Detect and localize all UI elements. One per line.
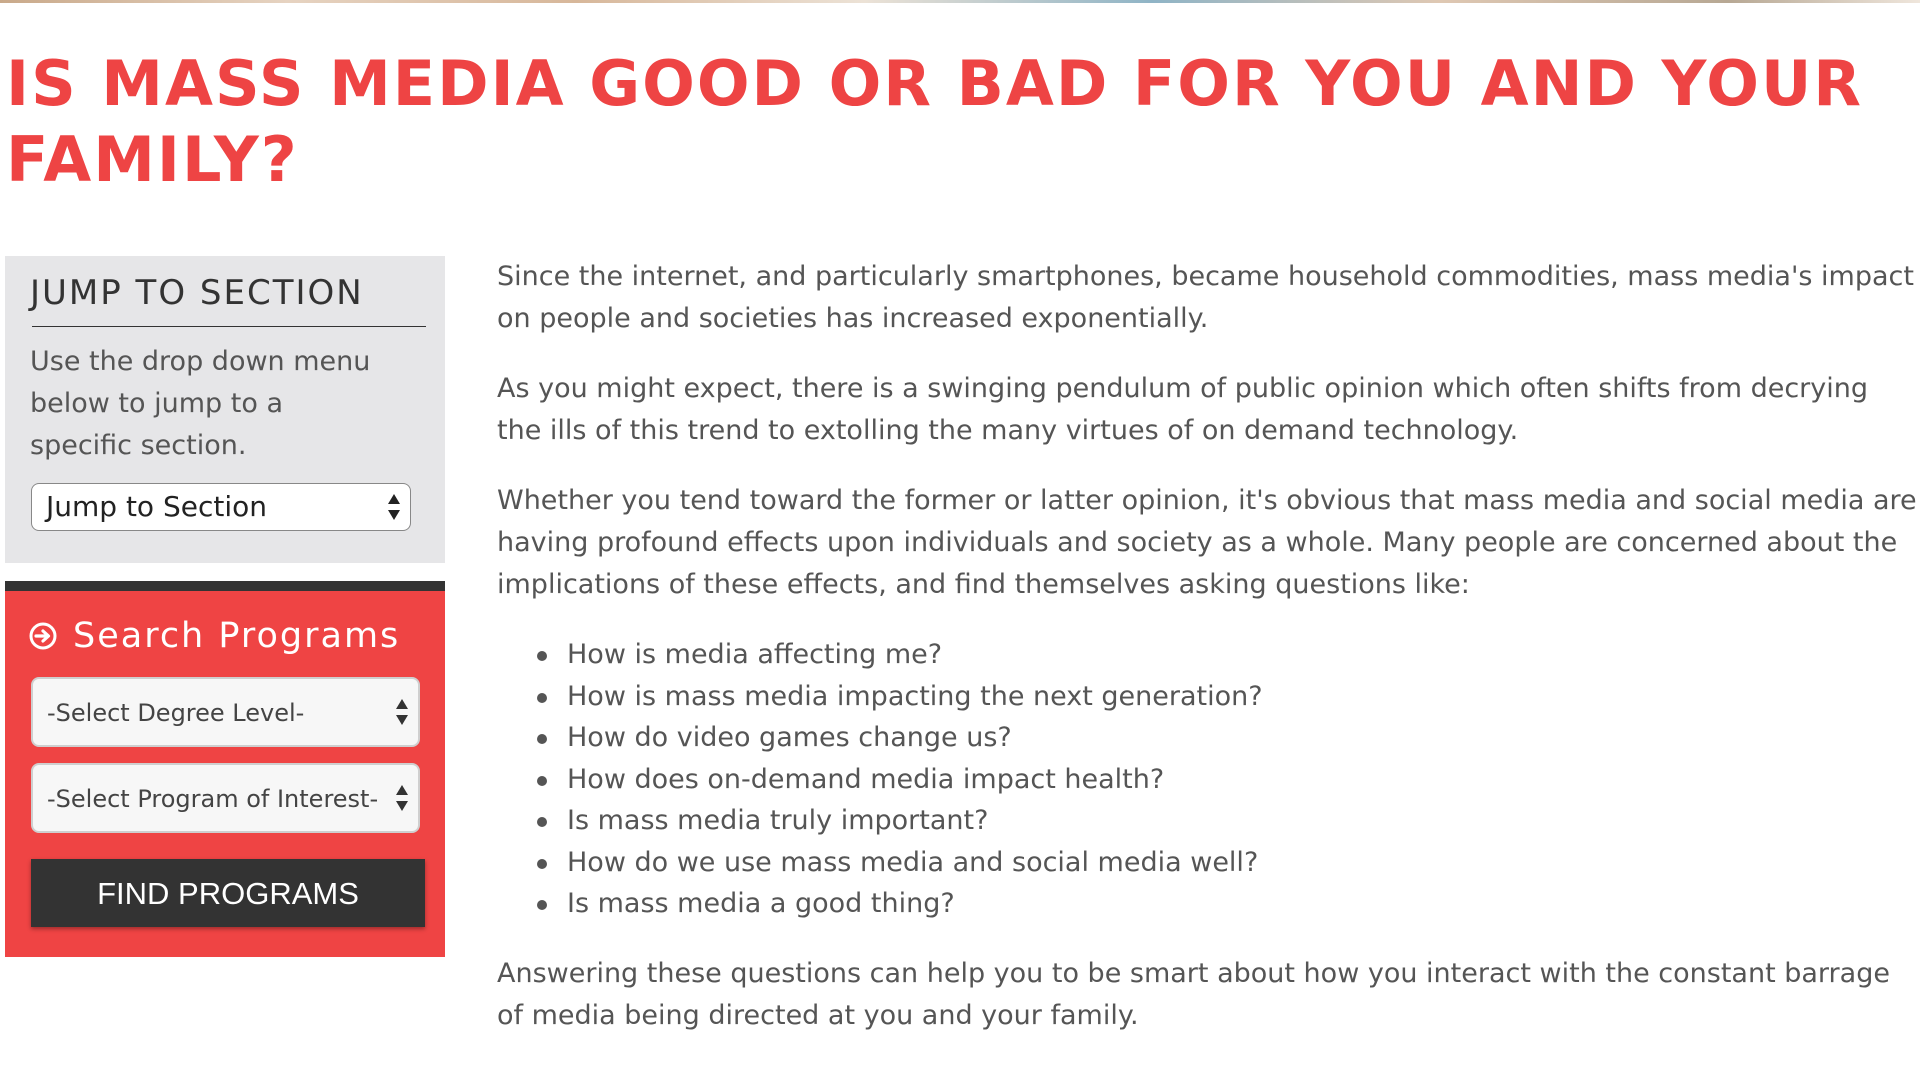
question-item: How do we use mass media and social media well? bbox=[567, 842, 1917, 884]
degree-level-select[interactable] bbox=[31, 677, 420, 747]
article-paragraph: Whether you tend toward the former or latter opinion, it's obvious that mass media and social media are having profound effects upon individuals and society as a whole. Many people are concerned about the implications of these effects, and find themselves asking questions like: bbox=[497, 485, 1917, 600]
question-item: Is mass media truly important? bbox=[567, 800, 1917, 842]
article-paragraph: Since the internet, and particularly smartphones, became household commodities, mass media's impact on people and societies has increased exponentially. bbox=[497, 261, 1914, 334]
program-select-value: -Select Program of Interest- bbox=[47, 785, 379, 813]
search-programs-box bbox=[5, 581, 445, 957]
heading-divider bbox=[32, 326, 426, 327]
jump-to-section-select[interactable] bbox=[31, 483, 411, 531]
question-item: How is mass media impacting the next generation? bbox=[567, 676, 1917, 718]
jump-heading: JUMP TO SECTION bbox=[30, 273, 364, 313]
find-programs-button[interactable]: FIND PROGRAMS bbox=[31, 859, 425, 927]
question-item: How does on-demand media impact health? bbox=[567, 759, 1917, 801]
degree-select-value: -Select Degree Level- bbox=[47, 699, 305, 727]
page-title: IS MASS MEDIA GOOD OR BAD FOR YOU AND YOUR FAMILY? bbox=[6, 47, 1864, 196]
article-paragraph: As you might expect, there is a swinging pendulum of public opinion which often shifts from decrying the ills of this trend to extolling the many virtues of on demand technology. bbox=[497, 373, 1869, 446]
question-item: How is media affecting me? bbox=[567, 634, 1917, 676]
article-closing-paragraph: Answering these questions can help you to be smart about how you interact with the constant barrage of media being directed at you and your family. bbox=[497, 957, 1890, 1031]
jump-description: Use the drop down menu below to jump to a specific section. bbox=[30, 346, 371, 461]
top-image-strip bbox=[0, 0, 1920, 3]
jump-select-value: Jump to Section bbox=[46, 490, 267, 523]
up-down-arrows-icon bbox=[396, 785, 408, 811]
question-item: How do video games change us? bbox=[567, 717, 1917, 759]
search-programs-heading bbox=[29, 611, 400, 661]
up-down-arrows-icon bbox=[388, 494, 400, 520]
search-programs-title: Search Programs bbox=[73, 616, 401, 656]
program-of-interest-select[interactable] bbox=[31, 763, 420, 833]
jump-to-section-box bbox=[5, 256, 445, 563]
up-down-arrows-icon bbox=[396, 699, 408, 725]
questions-list bbox=[497, 634, 1917, 925]
question-item: Is mass media a good thing? bbox=[567, 883, 1917, 925]
circle-arrow-right-icon bbox=[29, 622, 57, 650]
article-body bbox=[497, 256, 1917, 1065]
